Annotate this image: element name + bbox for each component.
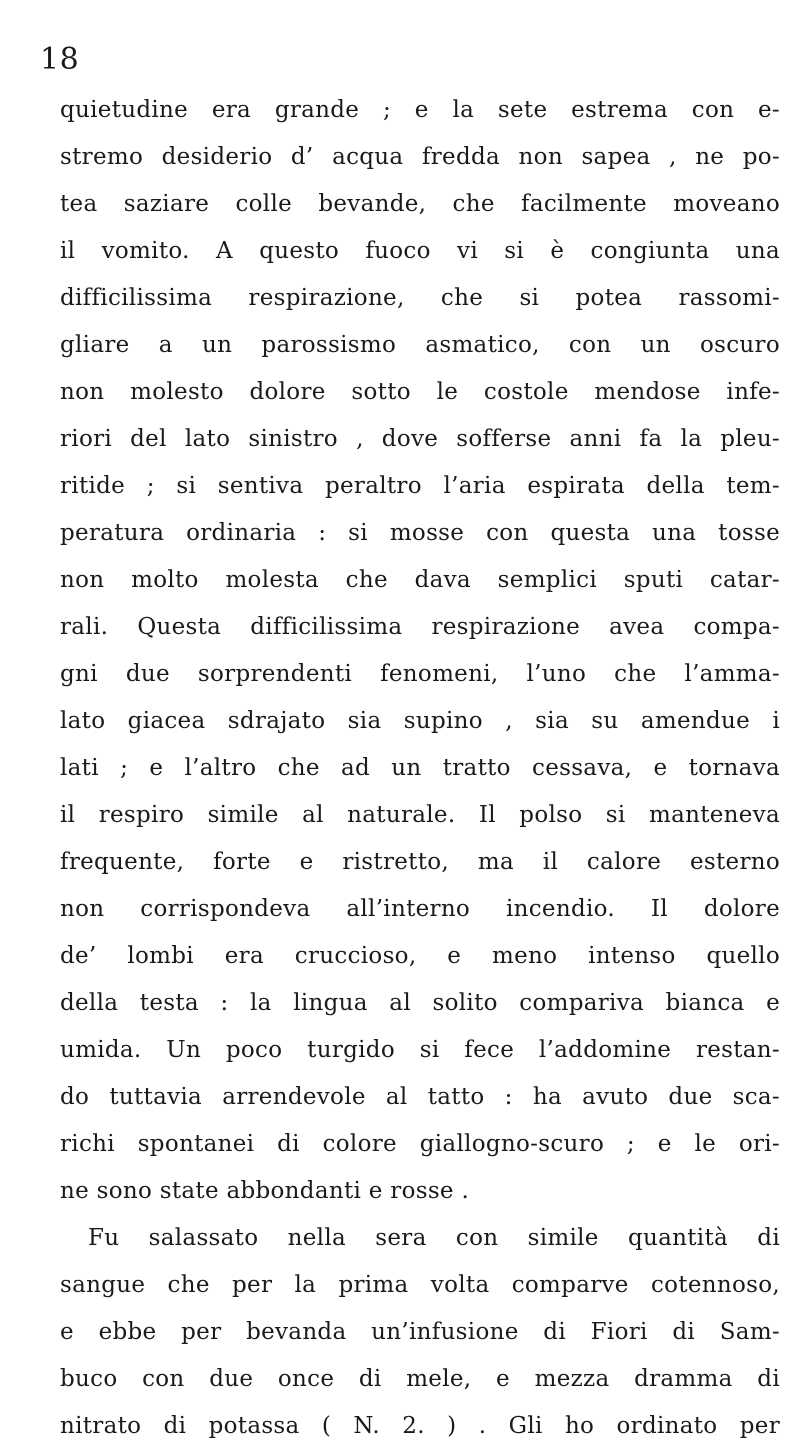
text-line: richi spontanei di colore giallogno-scuro ; e le ori-	[60, 1131, 780, 1157]
text-line: gliare a un parossismo asmatico, con un oscuro	[60, 332, 780, 358]
text-line: ritide ; si sentiva peraltro l’aria espirata della tem-	[60, 473, 780, 499]
text-line: non molesto dolore sotto le costole mendose infe-	[60, 379, 780, 405]
body-text	[60, 87, 780, 1450]
text-line: umida. Un poco turgido si fece l’addomine restan-	[60, 1037, 780, 1063]
text-line: sangue che per la prima volta comparve cotennoso,	[60, 1272, 780, 1298]
page-number: 18	[40, 42, 80, 77]
text-line: de’ lombi era cruccioso, e meno intenso quello	[60, 943, 780, 969]
text-line: non molto molesta che dava semplici sputi catar-	[60, 567, 780, 593]
text-line: quietudine era grande ; e la sete estrema con e-	[60, 97, 780, 123]
text-line: rali. Questa difficilissima respirazione avea compa-	[60, 614, 780, 640]
text-line: riori del lato sinistro , dove sofferse anni fa la pleu-	[60, 426, 780, 452]
text-line: il vomito. A questo fuoco vi si è congiunta una	[60, 238, 780, 264]
text-line: stremo desiderio d’ acqua fredda non sapea , ne po-	[60, 144, 780, 170]
text-line: lati ; e l’altro che ad un tratto cessava, e tornava	[60, 755, 780, 781]
text-line: e ebbe per bevanda un’infusione di Fiori di Sam-	[60, 1319, 780, 1345]
text-line: tea saziare colle bevande, che facilmente moveano	[60, 191, 780, 217]
text-line: buco con due once di mele, e mezza dramma di	[60, 1366, 780, 1392]
text-line: della testa : la lingua al solito compariva bianca e	[60, 990, 780, 1016]
text-line: difficilissima respirazione, che si potea rassomi-	[60, 285, 780, 311]
text-line: peratura ordinaria : si mosse con questa una tosse	[60, 520, 780, 546]
text-line-paragraph-start: Fu salassato nella sera con simile quantità di	[88, 1225, 780, 1251]
text-line: il respiro simile al naturale. Il polso si manteneva	[60, 802, 780, 828]
text-line-paragraph-end: ne sono state abbondanti e rosse .	[60, 1178, 470, 1204]
text-line: non corrispondeva all’interno incendio. Il dolore	[60, 896, 780, 922]
text-line: frequente, forte e ristretto, ma il calore esterno	[60, 849, 780, 875]
text-line: gni due sorprendenti fenomeni, l’uno che l’amma-	[60, 661, 780, 687]
text-line: do tuttavia arrendevole al tatto : ha avuto due sca-	[60, 1084, 780, 1110]
text-line: nitrato di potassa ( N. 2. ) . Gli ho ordinato per	[60, 1413, 780, 1439]
text-line: lato giacea sdrajato sia supino , sia su amendue i	[60, 708, 780, 734]
